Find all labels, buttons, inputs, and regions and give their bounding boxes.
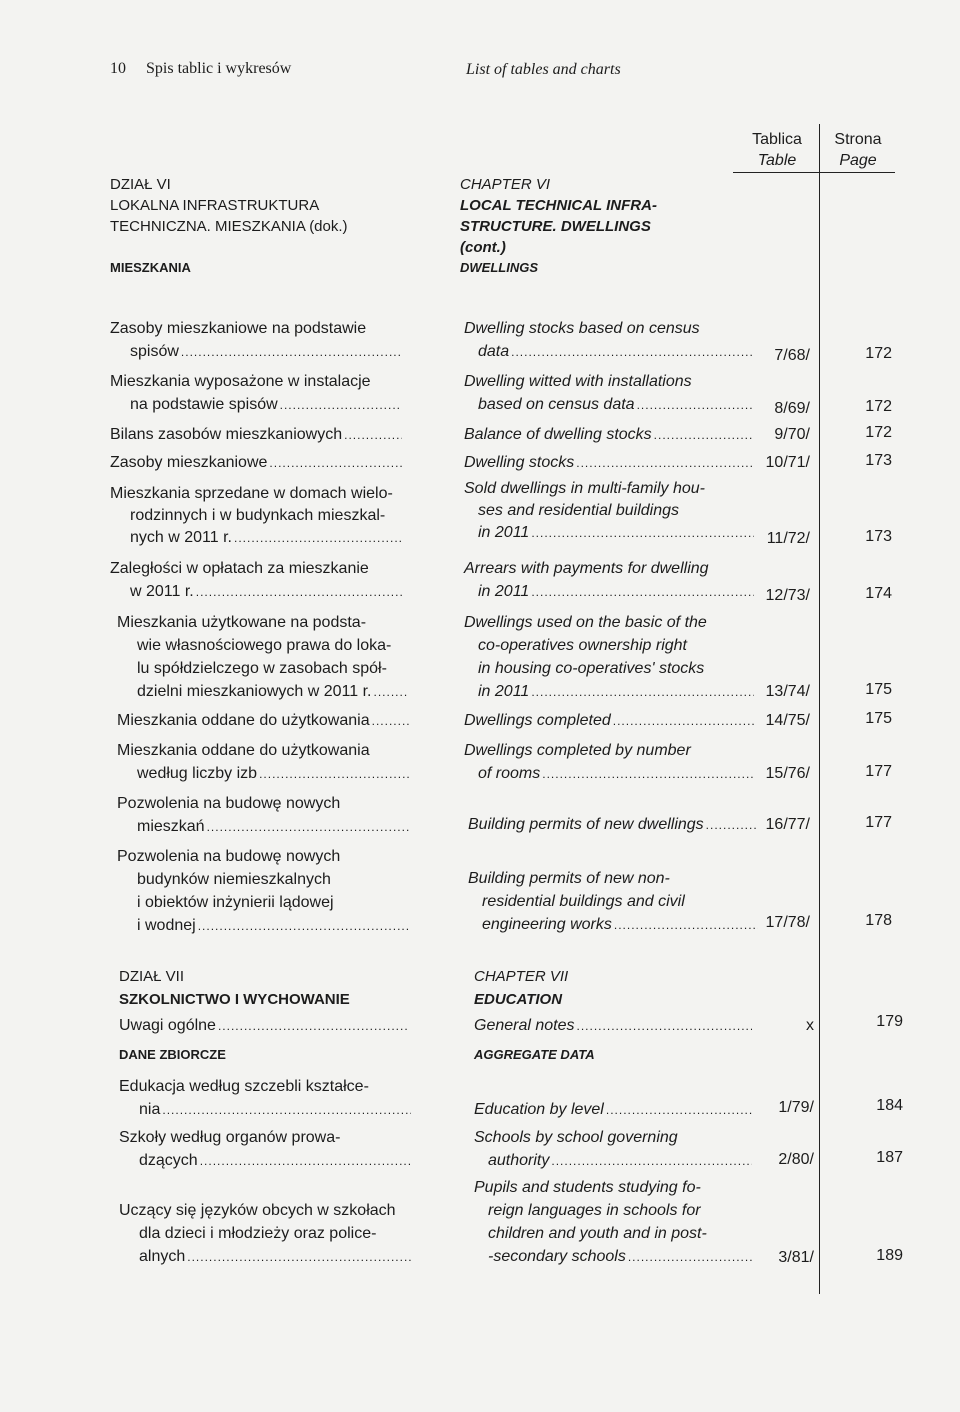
chapter6-entry-pl-text: i obiektów inżynierii lądowej xyxy=(137,894,334,911)
chapter6-heading-en-line: STRUCTURE. DWELLINGS xyxy=(460,218,651,235)
general-notes-en-label: General notes xyxy=(474,1017,575,1034)
chapter6-entry-pl-text: w 2011 r. xyxy=(130,583,194,600)
column-heading-rule xyxy=(733,172,895,173)
chapter6-heading-en-line: (cont.) xyxy=(460,239,506,256)
chapter7-entry-en-line xyxy=(474,1199,752,1222)
chapter7-entry-table-number: 2/80/ xyxy=(778,1151,814,1168)
chapter7-entry-pl-line xyxy=(119,1075,411,1098)
chapter7-entry-pl xyxy=(119,1075,411,1122)
chapter6-entry-pl xyxy=(110,451,402,475)
chapter6-entry-pl-line xyxy=(117,891,409,914)
chapter6-entry-pl-line xyxy=(117,634,409,657)
chapter7-entry-en-line xyxy=(474,1176,752,1199)
chapter6-entry-pl-text: na podstawie spisów xyxy=(130,396,278,413)
chapter7-heading-pl-line: SZKOLNICTWO I WYCHOWANIE xyxy=(119,991,350,1008)
chapter7-entry-pl-line xyxy=(119,1149,411,1173)
general-notes-en xyxy=(474,1014,752,1038)
chapter6-entry-en-text: Dwelling witted with installations xyxy=(464,373,692,390)
chapter7-entry-page-number: 187 xyxy=(876,1149,903,1166)
chapter6-entry-table-number: 9/70/ xyxy=(774,426,810,443)
chapter7-entry-pl-line xyxy=(119,1245,411,1269)
chapter6-entry-pl-line xyxy=(110,317,402,340)
chapter6-entry-pl-text: Zasoby mieszkaniowe na podstawie xyxy=(110,320,367,337)
chapter7-entry-en-line xyxy=(474,1126,752,1149)
chapter7-entry-pl-line xyxy=(119,1126,411,1149)
chapter6-entry-pl-text: Pozwolenia na budowę nowych xyxy=(117,848,341,865)
chapter6-entry-en-line xyxy=(468,913,758,937)
chapter6-entry-table-number: 7/68/ xyxy=(774,347,810,364)
chapter6-entry-en xyxy=(464,370,754,417)
chapter7-entry-en xyxy=(474,1126,752,1173)
chapter6-entry-en-text: residential buildings and civil xyxy=(482,893,685,910)
chapter6-entry-en-text: data xyxy=(478,343,510,360)
chapter6-entry-pl xyxy=(110,483,402,549)
chapter6-entry-en xyxy=(464,451,754,475)
aggregate-heading-en: AGGREGATE DATA xyxy=(474,1047,595,1062)
chapter6-entry-pl-text: Mieszkania użytkowane na podsta- xyxy=(117,614,367,631)
chapter6-entry-pl-line xyxy=(117,611,409,634)
column-heading-page-pl: Strona xyxy=(834,131,882,148)
section-heading-en: DWELLINGS xyxy=(460,260,538,275)
chapter6-entry-table-number: 14/75/ xyxy=(765,712,810,729)
chapter6-entry-pl-line xyxy=(110,340,402,364)
chapter6-entry-en-text: ses and residential buildings xyxy=(478,502,680,519)
chapter6-entry-table-number: 16/77/ xyxy=(765,816,810,833)
chapter6-entry-en-text: of rooms xyxy=(478,765,541,782)
chapter6-entry-pl-text: spisów xyxy=(130,343,179,360)
chapter6-entry-table-number: 11/72/ xyxy=(766,530,810,547)
chapter7-entry-pl-text: dla dzieci i młodzieży oraz police- xyxy=(139,1225,377,1242)
chapter6-entry-pl xyxy=(110,423,402,447)
chapter6-entry-pl-text: mieszkań xyxy=(137,818,205,835)
chapter6-entry-pl-text: według liczby izb xyxy=(137,765,258,782)
chapter6-entry-page-number: 172 xyxy=(865,345,892,362)
chapter6-entry-pl xyxy=(117,739,409,786)
chapter6-entry-en-text: engineering works xyxy=(482,916,612,933)
chapter7-entry-pl-text: nia xyxy=(139,1101,161,1118)
chapter6-entry-pl-line xyxy=(117,845,409,868)
chapter6-entry-en xyxy=(464,557,754,604)
chapter6-heading-en xyxy=(460,174,730,258)
chapter6-entry-en-line xyxy=(464,611,754,634)
chapter6-entry-en-line xyxy=(468,890,758,913)
chapter6-entry-en-text: Dwellings completed by number xyxy=(464,742,691,759)
chapter6-entry-pl xyxy=(117,845,409,938)
chapter6-entry-en-line xyxy=(464,370,754,393)
chapter6-entry-en-text: Building permits of new dwellings xyxy=(468,816,704,833)
chapter6-entry-pl-text: i wodnej xyxy=(137,917,196,934)
chapter6-entry-pl-line xyxy=(110,580,402,604)
chapter6-entry-en-text: co-operatives ownership right xyxy=(478,637,687,654)
chapter6-entry-pl-line xyxy=(117,709,409,733)
chapter6-entry-en-line xyxy=(464,680,754,704)
chapter6-entry-en-text: Dwellings used on the basic of the xyxy=(464,614,707,631)
chapter7-heading-pl xyxy=(119,966,350,1010)
chapter6-entry-pl-text: Mieszkania oddane do użytkowania xyxy=(117,712,370,729)
chapter6-entry-table-number: 17/78/ xyxy=(765,914,810,931)
chapter6-entry-page-number: 173 xyxy=(865,528,892,545)
header-title-en: List of tables and charts xyxy=(466,61,621,78)
general-notes-table: x xyxy=(806,1017,814,1034)
column-divider xyxy=(819,124,820,1294)
column-heading-table xyxy=(738,129,816,171)
chapter6-entry-pl-line xyxy=(117,792,409,815)
chapter6-entry-en-text: based on census data xyxy=(478,396,635,413)
chapter6-entry-page-number: 177 xyxy=(865,814,892,831)
chapter7-entry-en-line xyxy=(474,1149,752,1173)
chapter7-entry-en xyxy=(474,1098,752,1122)
chapter6-entry-page-number: 177 xyxy=(865,763,892,780)
chapter6-entry-pl-line xyxy=(117,914,409,938)
chapter6-entry-en-text: Dwelling stocks xyxy=(464,454,575,471)
chapter6-heading-pl-line: LOKALNA INFRASTRUKTURA xyxy=(110,197,320,214)
chapter6-entry-table-number: 13/74/ xyxy=(765,683,810,700)
chapter7-heading-en xyxy=(474,966,568,1010)
chapter7-entry-pl-text: alnych xyxy=(139,1248,186,1265)
chapter6-entry-en-line xyxy=(464,522,754,544)
chapter6-entry-pl-text: budynków niemieszkalnych xyxy=(137,871,331,888)
chapter7-entry-en-text: Pupils and students studying fo- xyxy=(474,1179,701,1196)
column-heading-table-en: Table xyxy=(757,152,797,169)
chapter6-entry-en-line xyxy=(468,813,758,837)
chapter6-entry-en-text: in 2011 xyxy=(478,683,530,700)
chapter6-entry-en-text: in housing co-operatives' stocks xyxy=(478,660,705,677)
chapter6-entry-en-line xyxy=(464,634,754,657)
chapter6-entry-pl-line xyxy=(110,423,402,447)
chapter7-entry-en-text: reign languages in schools for xyxy=(488,1202,701,1219)
chapter6-entry-en-line xyxy=(464,451,754,475)
chapter6-entry-en xyxy=(464,739,754,786)
chapter6-heading-pl xyxy=(110,174,450,237)
chapter7-entry-pl xyxy=(119,1126,411,1173)
chapter7-heading-pl-line: DZIAŁ VII xyxy=(119,968,185,985)
chapter6-entry-pl-text: Mieszkania oddane do użytkowania xyxy=(117,742,370,759)
general-notes-pl xyxy=(119,1014,409,1038)
chapter6-entry-en-line xyxy=(464,709,754,733)
chapter6-heading-pl-line: TECHNICZNA. MIESZKANIA (dok.) xyxy=(110,218,348,235)
chapter6-entry-table-number: 15/76/ xyxy=(765,765,810,782)
chapter6-entry-en xyxy=(468,813,758,837)
chapter6-entry-pl-line xyxy=(117,815,409,839)
chapter6-entry-en-line xyxy=(464,762,754,786)
chapter6-entry-page-number: 172 xyxy=(865,424,892,441)
chapter6-entry-pl xyxy=(117,709,409,733)
chapter6-entry-en-text: Building permits of new non- xyxy=(468,870,670,887)
chapter7-entry-en-text: authority xyxy=(488,1152,550,1169)
chapter6-entry-table-number: 10/71/ xyxy=(765,454,810,471)
chapter6-entry-pl-line xyxy=(117,680,409,704)
chapter6-entry-pl-text: Mieszkania sprzedane w domach wielo- xyxy=(110,485,393,502)
chapter6-entry-en-text: Arrears with payments for dwelling xyxy=(464,560,709,577)
column-heading-page-en: Page xyxy=(839,152,877,169)
chapter7-heading-en-line: CHAPTER VII xyxy=(474,968,569,985)
chapter7-entry-en-line xyxy=(474,1245,752,1269)
chapter6-entry-page-number: 178 xyxy=(865,912,892,929)
chapter7-entry-page-number: 184 xyxy=(876,1097,903,1114)
chapter6-entry-pl xyxy=(110,317,402,364)
chapter6-entry-en xyxy=(468,867,758,937)
chapter6-entry-en-line xyxy=(464,580,754,604)
chapter6-entry-pl-line xyxy=(110,527,402,549)
chapter7-entry-pl-line xyxy=(119,1098,411,1122)
chapter6-heading-en-line: CHAPTER VI xyxy=(460,176,551,193)
chapter6-entry-pl-line xyxy=(117,868,409,891)
chapter6-entry-en-line xyxy=(464,739,754,762)
chapter6-heading-en-line: LOCAL TECHNICAL INFRA- xyxy=(460,197,657,214)
chapter6-entry-en-line xyxy=(464,557,754,580)
chapter6-entry-pl xyxy=(117,611,409,704)
chapter6-entry-page-number: 174 xyxy=(865,585,892,602)
chapter6-entry-pl-text: lu spółdzielczego w zasobach spół- xyxy=(137,660,387,677)
chapter6-entry-en-line xyxy=(468,867,758,890)
chapter6-entry-pl-text: Pozwolenia na budowę nowych xyxy=(117,795,341,812)
chapter6-entry-page-number: 175 xyxy=(865,681,892,698)
chapter6-entry-en-text: Sold dwellings in multi-family hou- xyxy=(464,480,705,497)
chapter7-entry-en-text: children and youth and in post- xyxy=(488,1225,707,1242)
chapter6-entry-pl-text: Mieszkania wyposażone w instalacje xyxy=(110,373,371,390)
page-number: 10 xyxy=(110,60,126,77)
chapter6-entry-pl-text: wie własnościowego prawa do loka- xyxy=(137,637,392,654)
chapter6-entry-pl-line xyxy=(110,505,402,527)
chapter7-entry-pl-text: Szkoły według organów prowa- xyxy=(119,1129,341,1146)
chapter6-entry-page-number: 175 xyxy=(865,710,892,727)
chapter7-entry-pl-line xyxy=(119,1199,411,1222)
chapter6-entry-pl-line xyxy=(110,451,402,475)
chapter7-entry-pl-text: Uczący się języków obcych w szkołach xyxy=(119,1202,396,1219)
chapter6-entry-pl-line xyxy=(117,739,409,762)
chapter6-entry-en-line xyxy=(464,340,754,364)
chapter6-entry-en-text: Dwelling stocks based on census xyxy=(464,320,700,337)
general-notes-page: 179 xyxy=(876,1013,903,1030)
chapter7-entry-table-number: 3/81/ xyxy=(778,1249,814,1266)
header-title-pl: Spis tablic i wykresów xyxy=(146,60,292,77)
chapter6-heading-pl-line: DZIAŁ VI xyxy=(110,176,171,193)
chapter7-entry-pl-line xyxy=(119,1222,411,1245)
chapter6-entry-pl-line xyxy=(117,762,409,786)
column-heading-table-pl: Tablica xyxy=(752,131,802,148)
chapter6-entry-pl-text: nych w 2011 r. xyxy=(130,529,232,546)
chapter7-entry-pl xyxy=(119,1199,411,1269)
chapter6-entry-pl-text: Zaległości w opłatach za mieszkanie xyxy=(110,560,369,577)
chapter6-entry-pl-text: Bilans zasobów mieszkaniowych xyxy=(110,426,343,443)
chapter6-entry-en xyxy=(464,317,754,364)
chapter6-entry-pl-line xyxy=(110,370,402,393)
chapter6-entry-en xyxy=(464,423,754,447)
chapter6-entry-en xyxy=(464,709,754,733)
chapter7-entry-pl-text: Edukacja według szczebli kształce- xyxy=(119,1078,369,1095)
chapter6-entry-pl xyxy=(110,557,402,604)
chapter7-entry-en-line xyxy=(474,1222,752,1245)
chapter6-entry-en-text: Balance of dwelling stocks xyxy=(464,426,652,443)
chapter6-entry-en-line xyxy=(464,317,754,340)
chapter6-entry-table-number: 12/73/ xyxy=(765,587,810,604)
chapter7-entry-en-text: Schools by school governing xyxy=(474,1129,678,1146)
aggregate-heading-pl: DANE ZBIORCZE xyxy=(119,1047,226,1062)
general-notes-pl-label: Uwagi ogólne xyxy=(119,1017,216,1034)
chapter6-entry-pl xyxy=(117,792,409,839)
chapter7-heading-en-line: EDUCATION xyxy=(474,991,563,1008)
chapter6-entry-en-line xyxy=(464,657,754,680)
chapter6-entry-page-number: 172 xyxy=(865,398,892,415)
chapter7-entry-en-line xyxy=(474,1098,752,1122)
chapter6-entry-pl-text: Zasoby mieszkaniowe xyxy=(110,454,268,471)
chapter6-entry-en-text: Dwellings completed xyxy=(464,712,611,729)
chapter7-entry-pl-text: dzących xyxy=(139,1152,198,1169)
chapter6-entry-page-number: 173 xyxy=(865,452,892,469)
chapter6-entry-table-number: 8/69/ xyxy=(774,400,810,417)
chapter7-entry-en xyxy=(474,1176,752,1269)
chapter6-entry-en xyxy=(464,478,754,544)
chapter6-entry-en-text: in 2011 xyxy=(478,524,530,541)
chapter6-entry-pl xyxy=(110,370,402,417)
chapter7-entry-en-text: Education by level xyxy=(474,1101,604,1118)
chapter6-entry-en-line xyxy=(464,500,754,522)
chapter7-entry-en-text: -secondary schools xyxy=(488,1248,626,1265)
chapter6-entry-en-line xyxy=(464,393,754,417)
chapter6-entry-pl-line xyxy=(110,483,402,505)
chapter6-entry-pl-text: dzielni mieszkaniowych w 2011 r. xyxy=(137,683,372,700)
section-heading-pl: MIESZKANIA xyxy=(110,260,191,275)
chapter7-entry-table-number: 1/79/ xyxy=(778,1099,814,1116)
chapter6-entry-en-text: in 2011 xyxy=(478,583,530,600)
chapter6-entry-pl-line xyxy=(110,557,402,580)
column-heading-page xyxy=(822,129,894,171)
chapter6-entry-pl-line xyxy=(110,393,402,417)
chapter6-entry-en xyxy=(464,611,754,704)
chapter6-entry-en-line xyxy=(464,478,754,500)
chapter6-entry-en-line xyxy=(464,423,754,447)
chapter6-entry-pl-text: rodzinnych i w budynkach mieszkal- xyxy=(130,507,386,524)
chapter7-entry-page-number: 189 xyxy=(876,1247,903,1264)
chapter6-entry-pl-line xyxy=(117,657,409,680)
